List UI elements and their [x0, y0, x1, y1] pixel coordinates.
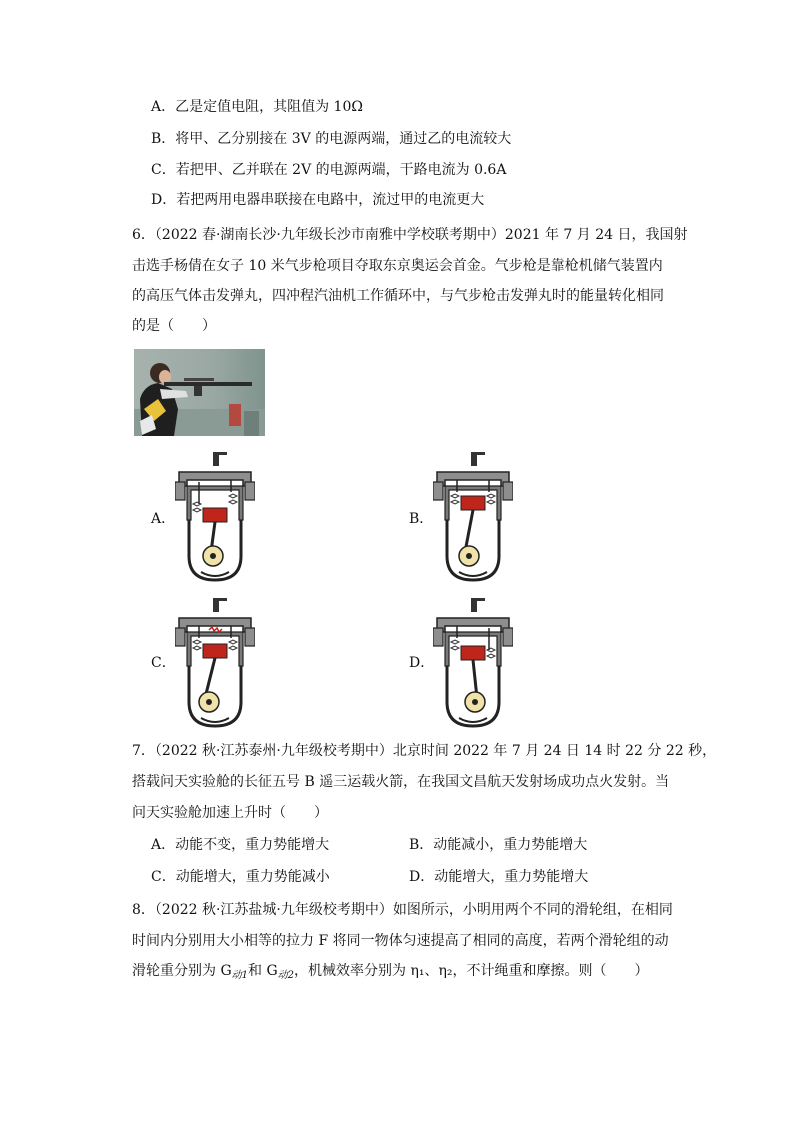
engine-diagram-c[interactable] — [175, 598, 255, 730]
q6-stem-line-3: 的高压气体击发弹丸，四冲程汽油机工作循环中，与气步枪击发弹丸时的能量转化相同 — [132, 288, 664, 304]
engine-diagram-b[interactable] — [433, 452, 513, 584]
q7-option-d: D．动能增大，重力势能增大 — [409, 869, 589, 885]
engine-diagram-a[interactable] — [175, 452, 255, 584]
q5-option-d: D．若把两用电器串联接在电路中，流过甲的电流更大 — [151, 192, 485, 208]
q5-option-b: B．将甲、乙分别接在 3V 的电源两端，通过乙的电流较大 — [151, 131, 512, 147]
q6-label-a: A． — [151, 511, 176, 527]
q6-label-b: B． — [409, 511, 434, 527]
q7-stem-line-3: 问天实验舱加速上升时（ ） — [132, 805, 328, 821]
shooter-photo — [134, 349, 265, 436]
q6-label-c: C． — [151, 655, 176, 671]
q6-stem-line-4: 的是（ ） — [132, 318, 216, 334]
q6-stem-line-2: 击选手杨倩在女子 10 米气步枪项目夺取东京奥运会首金。气步枪是靠枪机储气装置内 — [132, 258, 663, 274]
q7-option-b: B．动能减小，重力势能增大 — [409, 837, 588, 853]
q8-line3-part-2: 和 G — [248, 963, 278, 979]
q8-stem-line-1: 8．（2022 秋·江苏盐城·九年级校考期中）如图所示，小明用两个不同的滑轮组，在相同 — [132, 902, 673, 918]
q8-line3-part-3: ，机械效率分别为 η₁、η₂，不计绳重和摩擦。则（ ） — [294, 963, 649, 979]
q8-line3-part-1: 滑轮重分别为 G — [132, 963, 232, 979]
q7-stem-line-1: 7．（2022 秋·江苏泰州·九年级校考期中）北京时间 2022 年 7 月 24 日 14 时 22 分 22 秒， — [132, 743, 717, 759]
q5-option-a: A．乙是定值电阻，其阻值为 10Ω — [151, 99, 363, 115]
q6-label-d: D． — [409, 655, 435, 671]
q6-stem-line-1: 6．（2022 春·湖南长沙·九年级长沙市南雅中学校联考期中）2021 年 7 月 24 日，我国射 — [132, 227, 688, 243]
q8-subscript-1: 动1 — [231, 970, 249, 981]
engine-diagram-d[interactable] — [433, 598, 513, 730]
q8-subscript-2: 动2 — [277, 970, 295, 981]
q5-option-c: C．若把甲、乙并联在 2V 的电源两端，干路电流为 0.6A — [151, 162, 507, 178]
q7-option-a: A．动能不变，重力势能增大 — [151, 837, 330, 853]
q7-option-c: C．动能增大，重力势能减小 — [151, 869, 330, 885]
q7-stem-line-2: 搭载问天实验舱的长征五号 B 遥三运载火箭，在我国文昌航天发射场成功点火发射。当 — [132, 774, 670, 790]
q8-stem-line-3 — [132, 961, 648, 986]
q8-stem-line-2: 时间内分别用大小相等的拉力 F 将同一物体匀速提高了相同的高度，若两个滑轮组的动 — [132, 933, 669, 949]
